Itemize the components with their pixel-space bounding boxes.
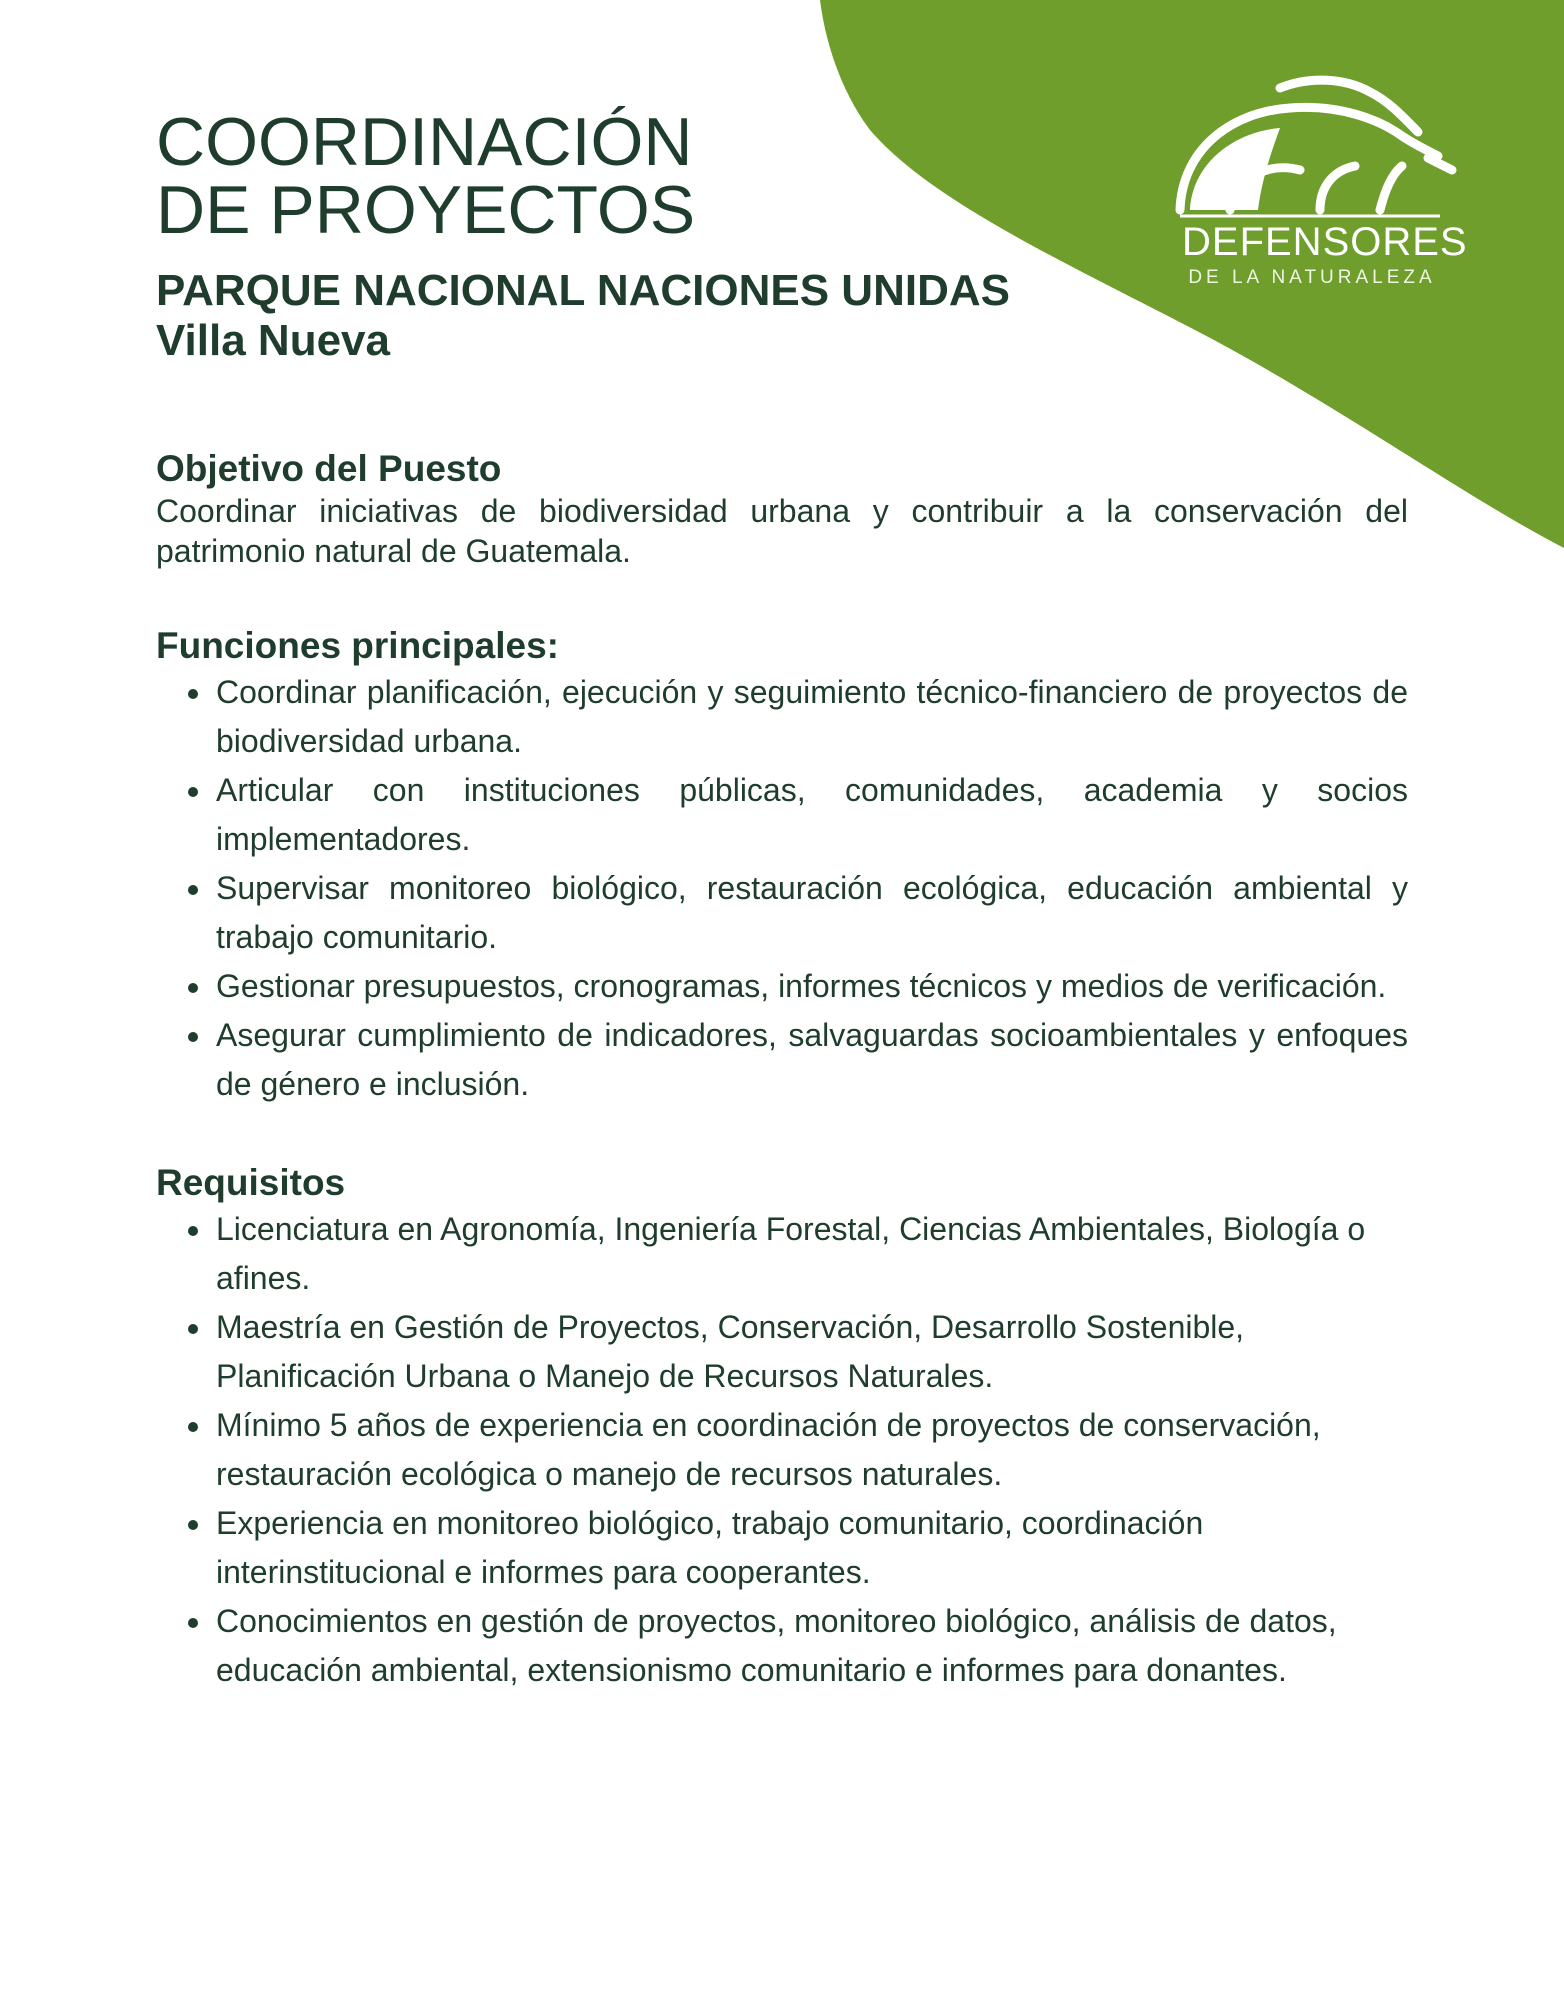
list-item: Asegurar cumplimiento de indicadores, salvaguardas socioambientales y enfoques de género e inclusión.: [216, 1011, 1408, 1109]
list-item: Conocimientos en gestión de proyectos, monitoreo biológico, análisis de datos, educación ambiental, extensionismo comunitario e informes para donantes.: [216, 1597, 1408, 1695]
anteater-icon: [1170, 70, 1470, 220]
objective-heading: Objetivo del Puesto: [156, 448, 502, 489]
objective-section: [156, 447, 1408, 571]
list-item: Coordinar planificación, ejecución y seguimiento técnico-financiero de proyectos de biodiversidad urbana.: [216, 668, 1408, 766]
page-title: [156, 104, 856, 248]
park-heading: [156, 266, 1116, 366]
requirements-heading: Requisitos: [156, 1162, 346, 1203]
list-item: Experiencia en monitoreo biológico, trabajo comunitario, coordinación interinstitucional e informes para cooperantes.: [216, 1499, 1408, 1597]
logo-name: DEFENSORES: [1182, 220, 1468, 264]
requirements-section: [156, 1161, 1408, 1695]
job-description: [156, 447, 1408, 1695]
list-item: Maestría en Gestión de Proyectos, Conservación, Desarrollo Sostenible, Planificación Urbana o Manejo de Recursos Naturales.: [216, 1303, 1408, 1401]
functions-section: [156, 624, 1408, 1109]
functions-list: [156, 668, 1408, 1109]
list-item: Mínimo 5 años de experiencia en coordinación de proyectos de conservación, restauración ecológica o manejo de recursos naturales.: [216, 1401, 1408, 1499]
list-item: Licenciatura en Agronomía, Ingeniería Forestal, Ciencias Ambientales, Biología o afines.: [216, 1205, 1408, 1303]
park-name: PARQUE NACIONAL NACIONES UNIDAS: [156, 266, 1010, 315]
defensores-logo: [1170, 70, 1470, 300]
park-location: Villa Nueva: [156, 316, 390, 365]
list-item: Gestionar presupuestos, cronogramas, informes técnicos y medios de verificación.: [216, 962, 1408, 1011]
requirements-list: [156, 1205, 1408, 1695]
objective-text: Coordinar iniciativas de biodiversidad urbana y contribuir a la conservación del patrimonio natural de Guatemala.: [156, 493, 1408, 569]
list-item: Articular con instituciones públicas, comunidades, academia y socios implementadores.: [216, 766, 1408, 864]
title-line-2: DE PROYECTOS: [156, 172, 696, 248]
list-item: Supervisar monitoreo biológico, restauración ecológica, educación ambiental y trabajo comunitario.: [216, 864, 1408, 962]
title-line-1: COORDINACIÓN: [156, 104, 693, 180]
functions-heading: Funciones principales:: [156, 625, 559, 666]
logo-tagline: DE LA NATURALEZA: [1188, 267, 1436, 288]
